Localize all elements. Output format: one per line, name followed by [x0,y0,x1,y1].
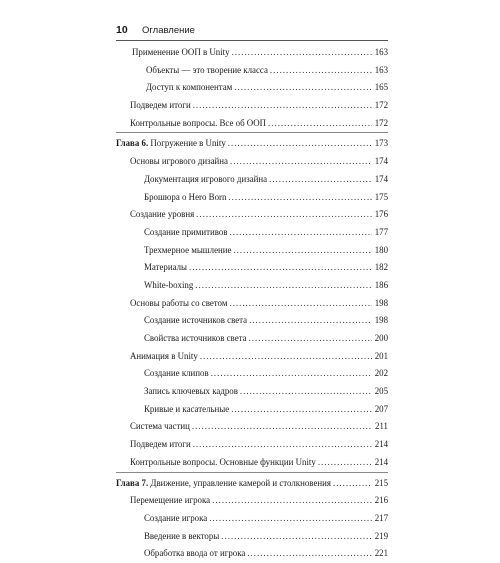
toc-entry [116,365,388,383]
toc-entry-page: 211 [375,421,388,432]
toc-entry-label: Запись ключевых кадров [144,386,238,397]
toc-entry-page: 215 [374,477,388,488]
toc-entry [116,171,388,189]
toc-entry-page: 221 [374,548,388,559]
dot-leader [189,259,372,277]
toc-entry-page: 174 [374,173,388,184]
toc-entry [116,206,388,224]
dot-leader [230,153,372,171]
dot-leader [247,545,372,563]
dot-leader [269,171,372,189]
toc-entry [116,401,388,419]
dot-leader [192,418,372,436]
toc-entry-label: Введение в векторы [144,530,220,541]
toc-chapter-entry [116,475,388,493]
dot-leader [232,44,372,62]
toc-entry [116,492,388,510]
toc-entry-label: Обработка ввода от игрока [144,548,246,559]
toc-entry-label: Трехмерное мышление [144,244,232,255]
toc-entry-page: 205 [374,386,388,397]
dot-leader [240,383,372,401]
toc-entry-label: Создание источников света [144,315,248,326]
toc-entry [116,528,388,546]
toc-entry-label: Применение ООП в Unity [132,47,230,57]
toc-entry-label: Создание игрока [144,512,208,523]
toc-entry [116,545,388,563]
toc-entry-page: 180 [374,244,388,255]
toc-entry-label: Система частиц [130,421,190,432]
toc-entry-page: 207 [374,403,388,414]
toc-entry-page: 201 [374,350,388,361]
toc-entry-label: Материалы [144,262,188,273]
toc-entry-label: Свойства источников света [144,333,247,343]
dot-leader [234,79,372,97]
page-number: 10 [116,24,128,36]
toc-entry-page: 186 [374,279,388,290]
toc-entry-page: 202 [374,368,388,379]
toc-entry-label [116,475,331,493]
toc-entry-label: Основы игрового дизайна [130,156,228,167]
dot-leader [233,242,372,260]
dot-leader [193,436,372,454]
toc-entry [116,348,388,366]
running-title: Оглавление [142,24,195,36]
toc-entry-label: Анимация в Unity [130,350,198,361]
toc-entry-page: 163 [374,64,388,75]
dot-leader [333,475,372,493]
toc-entry-page: 216 [374,495,388,506]
dot-leader [318,454,372,472]
toc-entry-label: Создание уровня [130,209,195,220]
dot-leader [231,401,372,419]
toc-entry-page: 214 [374,456,388,467]
toc-entry-page: 165 [374,82,388,93]
toc-entry [116,153,388,171]
chapter-title: Движение, управление камерой и столкновения [150,477,331,488]
toc-entry-label [116,135,226,153]
chapter-number: Глава 7. [116,477,149,488]
toc-entry [116,242,388,260]
toc-entry-label: White-boxing [144,279,194,290]
toc-entry [116,330,388,348]
toc-entry-label: Создание примитивов [144,226,228,237]
dot-leader [193,97,372,115]
dot-leader [195,277,372,295]
toc-entry [116,383,388,401]
toc-entry-label: Создание клипов [144,368,209,379]
dot-leader [229,295,372,313]
toc-chapter-entry [116,135,388,153]
toc-entry-label: Доступ к компонентам [146,82,233,93]
chapter-title: Погружение в Unity [150,138,226,149]
toc-entry [116,224,388,242]
chapter-number: Глава 6. [116,138,149,149]
header-rule [116,40,388,41]
toc-entry [116,79,388,97]
dot-leader [196,206,372,224]
toc-entry-page: 217 [374,512,388,523]
dot-leader [211,365,372,383]
toc-entry-label: Контрольные вопросы. Все об ООП [130,117,267,128]
toc-entry-label: Основы работы со светом [130,297,228,308]
dot-leader [212,492,372,510]
toc-entry-page: 198 [374,297,388,308]
toc-entry-page: 172 [374,117,388,128]
toc-entry-label: Перемещение игрока [130,495,211,506]
toc-entry-page: 173 [374,138,388,149]
toc-entry-label: Контрольные вопросы. Основные функции Unity [130,456,316,467]
dot-leader [209,510,372,528]
toc-entry [116,510,388,528]
toc-entry [116,454,388,473]
dot-leader [228,189,372,207]
toc-entry-page: 176 [374,209,388,220]
toc-entry-label: Подведем итоги [130,439,191,450]
toc-entry-label: Кривые и касательные [144,403,230,414]
dot-leader [228,135,372,153]
toc-entry-page: 200 [374,333,388,343]
toc-entry [116,295,388,313]
toc-entry [116,62,388,80]
toc-entry [116,418,388,436]
dot-leader [249,312,372,330]
dot-leader [200,348,372,366]
dot-leader [230,224,372,242]
dot-leader [221,528,372,546]
table-of-contents [116,44,388,563]
toc-entry-page: 175 [374,191,388,202]
toc-entry-label: Брошюра о Hero Born [144,191,227,202]
toc-entry-page: 172 [374,100,388,111]
toc-entry [116,312,388,330]
toc-entry [116,115,388,134]
toc-entry-page: 198 [374,315,388,326]
toc-entry [116,97,388,115]
toc-entry [116,259,388,277]
toc-entry-label: Документация игрового дизайна [144,173,268,184]
toc-entry [116,277,388,295]
toc-entry-page: 182 [374,262,388,273]
toc-entry [116,189,388,207]
toc-entry-label: Подведем итоги [130,100,191,111]
dot-leader [268,115,372,133]
dot-leader [249,330,372,348]
toc-entry-label: Объекты — это творение класса [146,64,268,75]
toc-entry-page: 174 [374,156,388,167]
toc-entry-page: 219 [374,530,388,541]
running-header [116,22,388,38]
toc-entry [116,436,388,454]
toc-entry-page: 163 [374,47,388,57]
dot-leader [270,62,372,80]
toc-entry [116,44,388,62]
toc-entry-page: 214 [374,439,388,450]
toc-entry-page: 177 [374,226,388,237]
